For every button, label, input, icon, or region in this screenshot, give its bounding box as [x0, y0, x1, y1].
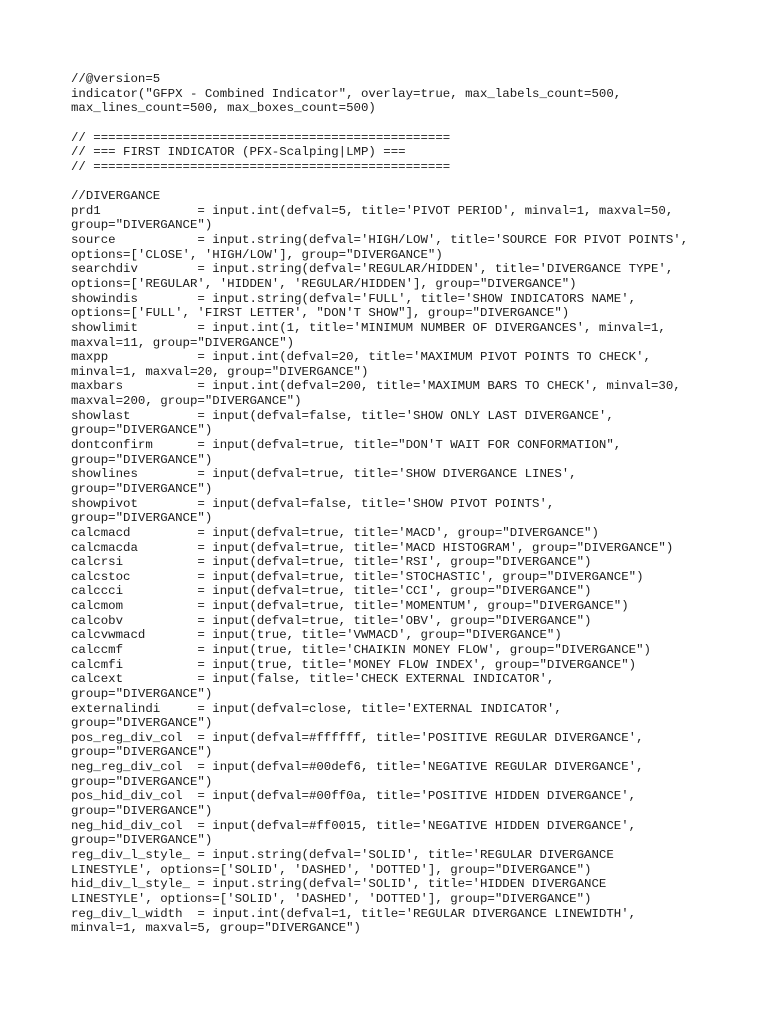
code-line: showindis = input.string(defval='FULL', title='SHOW INDICATORS NAME', [71, 291, 637, 306]
code-line: group="DIVERGANCE") [71, 774, 213, 789]
code-line: group="DIVERGANCE") [71, 745, 213, 760]
code-line: calccci = input(defval=true, title='CCI', group="DIVERGANCE") [71, 584, 592, 599]
code-line: calcobv = input(defval=true, title='OBV', group="DIVERGANCE") [71, 613, 592, 628]
code-line: //DIVERGANCE [71, 189, 161, 204]
code-line: options=['CLOSE', 'HIGH/LOW'], group="DIVERGANCE") [71, 247, 443, 262]
code-line: group="DIVERGANCE") [71, 511, 213, 526]
code-line: minval=1, maxval=20, group="DIVERGANCE") [71, 364, 369, 379]
code-line: source = input.string(defval='HIGH/LOW', title='SOURCE FOR PIVOT POINTS', [71, 233, 689, 248]
code-line: dontconfirm = input(defval=true, title="DON'T WAIT FOR CONFORMATION", [71, 438, 622, 453]
code-line: group="DIVERGANCE") [71, 481, 213, 496]
code-line: neg_reg_div_col = input(defval=#00def6, title='NEGATIVE REGULAR DIVERGANCE', [71, 760, 644, 775]
code-line: max_lines_count=500, max_boxes_count=500) [71, 101, 376, 116]
code-line: maxbars = input.int(defval=200, title='MAXIMUM BARS TO CHECK', minval=30, [71, 379, 681, 394]
code-line: group="DIVERGANCE") [71, 716, 213, 731]
code-line: prd1 = input.int(defval=5, title='PIVOT PERIOD', minval=1, maxval=50, [71, 203, 674, 218]
code-line: // ================================================ [71, 130, 451, 145]
code-line: showlimit = input.int(1, title='MINIMUM NUMBER OF DIVERGANCES', minval=1, [71, 320, 666, 335]
code-line: externalindi = input(defval=close, title='EXTERNAL INDICATOR', [71, 701, 562, 716]
code-line: showlast = input(defval=false, title='SHOW ONLY LAST DIVERGANCE', [71, 408, 614, 423]
code-line: neg_hid_div_col = input(defval=#ff0015, title='NEGATIVE HIDDEN DIVERGANCE', [71, 818, 637, 833]
code-line: // === FIRST INDICATOR (PFX-Scalping|LMP) === [71, 145, 406, 160]
code-line [71, 174, 751, 189]
code-line: // ================================================ [71, 159, 451, 174]
code-line: group="DIVERGANCE") [71, 423, 213, 438]
code-line: LINESTYLE', options=['SOLID', 'DASHED', 'DOTTED'], group="DIVERGANCE") [71, 862, 592, 877]
code-line: pos_hid_div_col = input(defval=#00ff0a, title='POSITIVE HIDDEN DIVERGANCE', [71, 789, 637, 804]
code-line: calcext = input(false, title='CHECK EXTERNAL INDICATOR', [71, 672, 555, 687]
code-line: showpivot = input(defval=false, title='SHOW PIVOT POINTS', [71, 496, 555, 511]
code-document [71, 72, 751, 936]
code-line: calcmacda = input(defval=true, title='MACD HISTOGRAM', group="DIVERGANCE") [71, 540, 674, 555]
code-line: group="DIVERGANCE") [71, 833, 213, 848]
code-line: calcmacd = input(defval=true, title='MACD', group="DIVERGANCE") [71, 525, 599, 540]
code-line: calcmfi = input(true, title='MONEY FLOW INDEX', group="DIVERGANCE") [71, 657, 637, 672]
code-line: minval=1, maxval=5, group="DIVERGANCE") [71, 921, 361, 936]
code-line: options=['FULL', 'FIRST LETTER', "DON'T SHOW"], group="DIVERGANCE") [71, 306, 570, 321]
code-line: searchdiv = input.string(defval='REGULAR/HIDDEN', title='DIVERGANCE TYPE', [71, 262, 674, 277]
code-line: //@version=5 [71, 72, 161, 86]
code-line: group="DIVERGANCE") [71, 804, 213, 819]
code-line: maxpp = input.int(defval=20, title='MAXIMUM PIVOT POINTS TO CHECK', [71, 350, 651, 365]
code-line: pos_reg_div_col = input(defval=#ffffff, title='POSITIVE REGULAR DIVERGANCE', [71, 730, 644, 745]
code-line: calcstoc = input(defval=true, title='STOCHASTIC', group="DIVERGANCE") [71, 569, 644, 584]
code-line: showlines = input(defval=true, title='SHOW DIVERGANCE LINES', [71, 467, 577, 482]
code-line: reg_div_l_style_ = input.string(defval='SOLID', title='REGULAR DIVERGANCE [71, 847, 614, 862]
code-line: LINESTYLE', options=['SOLID', 'DASHED', 'DOTTED'], group="DIVERGANCE") [71, 891, 592, 906]
code-line: indicator("GFPX - Combined Indicator", overlay=true, max_labels_count=500, [71, 86, 622, 101]
code-line: maxval=200, group="DIVERGANCE") [71, 394, 302, 409]
code-line: calccmf = input(true, title='CHAIKIN MONEY FLOW', group="DIVERGANCE") [71, 642, 651, 657]
code-line: maxval=11, group="DIVERGANCE") [71, 335, 295, 350]
code-line: calcrsi = input(defval=true, title='RSI', group="DIVERGANCE") [71, 555, 592, 570]
code-line: group="DIVERGANCE") [71, 452, 213, 467]
code-line: options=['REGULAR', 'HIDDEN', 'REGULAR/HIDDEN'], group="DIVERGANCE") [71, 276, 577, 291]
code-line [71, 116, 751, 131]
code-line: reg_div_l_width = input.int(defval=1, title='REGULAR DIVERGANCE LINEWIDTH', [71, 906, 637, 921]
code-line: group="DIVERGANCE") [71, 686, 213, 701]
code-line: calcmom = input(defval=true, title='MOMENTUM', group="DIVERGANCE") [71, 599, 629, 614]
code-line: calcvwmacd = input(true, title='VWMACD', group="DIVERGANCE") [71, 628, 562, 643]
code-line: hid_div_l_style_ = input.string(defval='SOLID', title='HIDDEN DIVERGANCE [71, 877, 607, 892]
code-line: group="DIVERGANCE") [71, 218, 213, 233]
